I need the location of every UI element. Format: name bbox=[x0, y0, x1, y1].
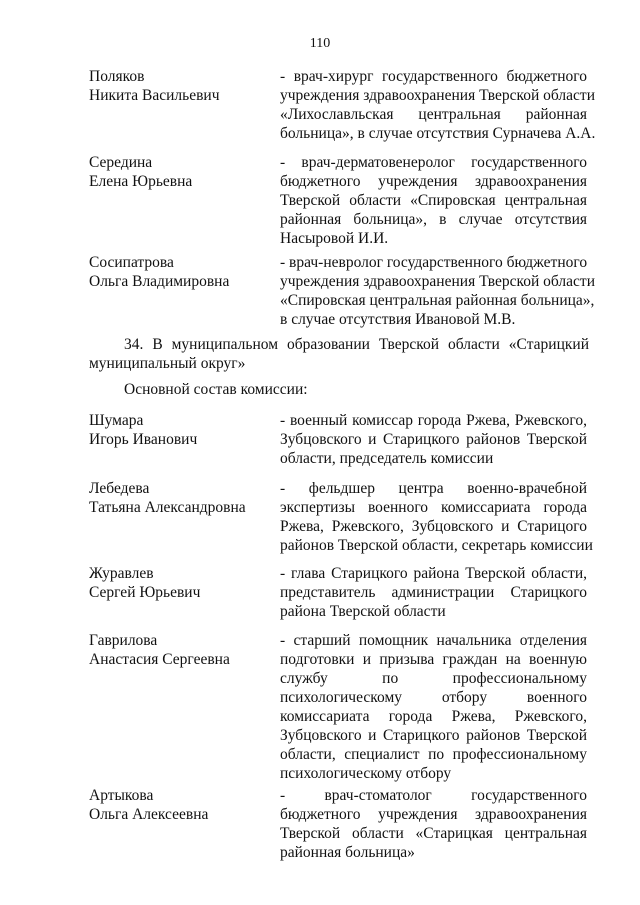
member-name: Лебедева Татьяна Александровна bbox=[89, 480, 246, 516]
member-name: Сосипатрова Ольга Владимировна bbox=[89, 254, 230, 290]
member-role: - врач-невролог государственного бюджетного учреждения здравоохранения Тверской области «Спировская центральная районная больница», в случае отсутствия Ивановой М.В. bbox=[280, 254, 595, 328]
member-name: Середина Елена Юрьевна bbox=[89, 154, 193, 190]
member-name: Артыкова Ольга Алексеевна bbox=[89, 787, 209, 823]
member-role: - врач-дерматовенеролог государственного бюджетного учреждения здравоохранения Тверской области «Спировская центральная районная больница», в случае отсутствия Насыровой И.И. bbox=[280, 154, 587, 247]
member-role: - врач-стоматолог государственного бюджетного учреждения здравоохранения Тверской области «Старицкая центральная районная больница» bbox=[280, 787, 587, 861]
member-name: Шумара Игорь Иванович bbox=[89, 412, 198, 448]
member-role: - глава Старицкого района Тверской области, представитель администрации Старицкого района Тверской области bbox=[280, 565, 587, 620]
page-number: 110 bbox=[309, 36, 331, 51]
member-role: - старший помощник начальника отделения подготовки и призыва граждан на военную службу по профессиональному психологическому отбору военного комиссариата города Ржева, Ржевского, Зубцовского и Старицкого районов Тверской области, специалист по профессиональному психологическому отбору bbox=[280, 632, 587, 782]
section-heading: 34. В муниципальном образовании Тверской области «Старицкий муниципальный округ» bbox=[89, 336, 589, 372]
member-name: Гаврилова Анастасия Сергеевна bbox=[89, 632, 230, 668]
member-name: Журавлев Сергей Юрьевич bbox=[89, 565, 201, 601]
member-role: - военный комиссар города Ржева, Ржевского, Зубцовского и Старицкого районов Тверской области, председатель комиссии bbox=[280, 412, 587, 467]
member-role: - фельдшер центра военно-врачебной экспертизы военного комиссариата города Ржева, Ржевского, Зубцовского и Старицого районов Тверской области, секретарь комиссии bbox=[280, 480, 593, 554]
composition-label: Основной состав комиссии: bbox=[124, 381, 308, 398]
member-name: Поляков Никита Васильевич bbox=[89, 68, 220, 104]
member-role: - врач-хирург государственного бюджетного учреждения здравоохранения Тверской области «Лихославльская центральная районная больница», в случае отсутствия Сурначева А.А. bbox=[280, 68, 596, 142]
